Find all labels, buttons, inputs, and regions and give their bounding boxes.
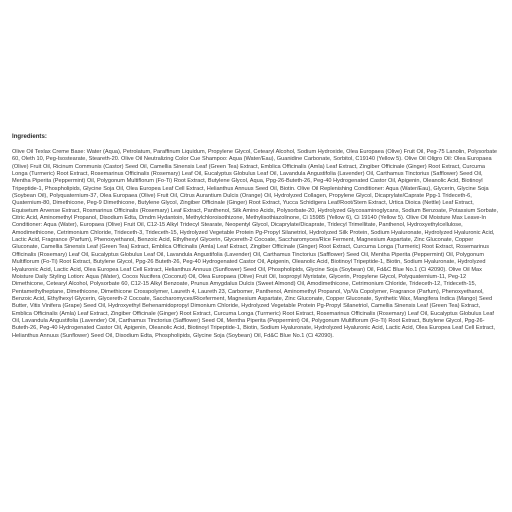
ingredients-text: Olive Oil Texlax Creme Base: Water (Aqua), Petrolatum, Paraffinum Liquidum, Propylene Glycol, Cetearyl Alcohol, Sodium Hydroxide, Olea Europaea (Olive) Fruit Oil, Peg-75 Lanolin, Polysorbate 60, Oleth 10, Peg-Isostearate, Steareth-20. Olive Oil Neutralizing Color Cue Shampoo: Aqua (Water/Eau), Guanidine Carbonate, Sorbitol, C19140 (Yellow 5). Olive Oil Oligro Oil: Olea Europaea (Olive) Fruit Oil, Ricinum Communis (Castor) Seed Oil, Camellia Sinensis Leaf (Green Tea) Extract, Emblica Officinalis (Amla) Leaf Extract, Zingiber Officinale (Ginger) Root Extract, Curcuma Longa (Turmeric) Root Extract, Rosemarinus Officinalis (Rosemary) Leaf Oil, Eucalyptus Globulus Leaf Oil, Lavandula Angustifolia (Lavender) Oil, Carthamus Tinctorius (Safflower) Seed Oil, Mentha Piperita (Peppermint) Oil, Polygonum Multiflorum (Fo-Ti) Root Extract, Butylene Glycol, Aqua, Ppg-26-Buteth-26, Peg-40 Hydrogenated Castor Oil, Apigenin, Oleanolic Acid, Biotinoyl Tripeptide-1, Phospholipids, Glycine Soja Oil, Olea Europea Leaf Cell Extract, Helianthus Annuus Seed Oil, Biotin. Olive Oil Replenishing Conditioner: Aqua (Water/Eau), Glycerin, Glycine Soja (Soybean Oil), Polyquaternium-37, Olea Europaea (Olive) Fruit Oil, Citrus Aurantium Dulcis (Orange) Oil, Hydrolyzed Collagen, Propylene Glycol, Dicaprylate/Caprate Ppg-1 Trideceth-6, Quaternium-80, Dimethicone, Peg-9 Dimethicone, Butylene Glycol, Zingiber Officinale (Ginger) Root Extract, Yucca Schidigera Leaf/Root/Stem Extract, Urtica Dioica (Nettle) Leaf Extract, Equisetum Arvense Extract, Rosmarinus Officinalis (Rosemary) Leaf Extract, Panthenol, Silk Amino Acids, Polysorbate-20, Hydrolyzed Glycosaminoglycans, Sodium Benzoate, Potassium Sorbate, Citric Acid, Aminomethyl Propanol, Disodium Edta, Dmdm Hydantoin, Methylchloroisothizone, Methylisothiazolinone, Ci 15985 (Yellow 6), Ci 19140 (Yellow 5). Olive Oil Moisture Max Leave-In Conditioner: Aqua (Water), Europaea (Olive) Fruit Oil, C12-15 Alkyl Tridecyl Stearate, Neopentyl Glycol, Dicaprylate/Dicaprate, Tridecyl Trimellitate, Panthenol, Hydroxyethylcellulose, Amodimethicone, Cetrimonium Chloride, Trideceth-3, Trideceth-15, Hydrolyzed Vegetable Protein Pg-Propyl Silanetriol, Hydrolyzed Silk Protein, Sodium Hyaluronate, Hydrolyzed Hyaluronic Acid, Lactic Acid, Fragrance (Parfum), Phenoxyethanol, Benzoic Acid, Ethylhexyl Glycerin, Glycereth-2 Cocoate, Saccharomyces/Rice Ferment, Magnesium Aspartate, Zinc Gluconate, Copper Gluconate, Camellia Sinensis Leaf (Green Tea) Extract, Emblica Officinalis (Amla) Leaf Extract, Zingiber Officinale (Ginger) Root Extract, Curcuma Longa (Turmeric) Root Extract, Rosemarinus Officinalis (Rosemary) Leaf Oil, Eucalyptus Globulus Leaf Oil, Lavandula Angustifolia (Lavender) Oil, Carthamus Tinctorius (Safflower) Seed Oil, Mentha Piperita (Peppermint) Oil, Polygonum Multiflorum (Fo-Ti) Root Extract, Butylene Glycol, Ppg-26 Buteth-26, Peg-40 Hydrogenated Castor Oil, Apigenin, Oleanolic Acid, Biotinoyl Tripeptide-1, Biotin, Sodium Hyaluronate, Hydrolyzed Hyaluronic Acid, Lactic Acid, Olea Europea Leaf Cell Extract, Helianthus Annuus (Sunflower) Seed Oil, Phospholipids, Glycine Soja (Soybean) Oil, Fd&C Blue No.1 (Ci 42090). Olive Oil Max Moisture Daily Styling Lotion: Aqua (Water), Cocos Nucifera (Coconut) Oil, Olea Europaea (Olive) Fruit Oil, Isopropyl Myristate, Glycerin, Propylene Glycol, Polyquaternium-11, Peg-12 Dimethicone, Cetearyl Alcohol, Polysorbate 60, C12-15 Alkyl Benzoate, Prunus Amygdalus Dulcis (Sweet Almond) Oil, Amodimethicone, Cetrimonium Chloride, Trideceth-12, Trideceth-15, Pentamethylheptane, Dimethicone, Dimethicone Crosspolymer, Laureth 4, Laureth 23, Carbomer, Panthenol, Aminomethyl Propanol, Vp/Va Copolymer, Fragrance (Parfum), Phenoxyethanol, Benzoic Acid, Ethylhexyl Glycerin, Glycereth-2 Cocoate, Saccharomyces/Riceferment, Magnesium Aspartate, Zinc Gluconate, Copper Gluconate, Synthetic Wax, Mangifera Indica (Mango) Seed Butter, Vitis Vinifera (Grape) Seed Oil, Hydroxyethyl Behenamidopropyl Dimonium Chloride, Hydrolyzed Vegetable Protein Pg-Propyl Silanetriol, Camellia Sinensis Leaf (Green Tea) Extract, Emblica Officinalis (Amla) Leaf Extract, Zingiber Officinale (Ginger) Root Extract, Curcuma Longa (Turmeric) Root Extract, Rosemarinus Officinalis (Rosemary) Leaf Oil, Eucalyptus Globulus Leaf Oil, Lavandula Angustifolia (Lavender) Oil, Carthamus Tinctorius (Safflower) Seed Oil, Mentha Piperita (Peppermint) Oil, Polygonum Multiflorum (Fo-Ti) Root Extract, Butylene Glycol, Ppg-26-Buteth-26, Peg-40 Hydrogenated Castor Oil, Apigenin, Oleanolic Acid, Biotinoyl Tripeptide-1, Biotin, Sodium Hyaluronate, Hydrolyzed Hyaluronic Acid, Lactic Acid, Olea Europea Leaf Cell Extract, Helianthus Annuus (Sunflower) Seed Oil, Disodium Edta, Phospholipids, Glycine Soja (Soybean) Oil, Fd&C Blue No.1 (Ci 42090). bbox=[12, 149, 499, 339]
ingredients-heading: Ingredients: bbox=[12, 133, 47, 140]
ingredients-section bbox=[12, 133, 500, 340]
